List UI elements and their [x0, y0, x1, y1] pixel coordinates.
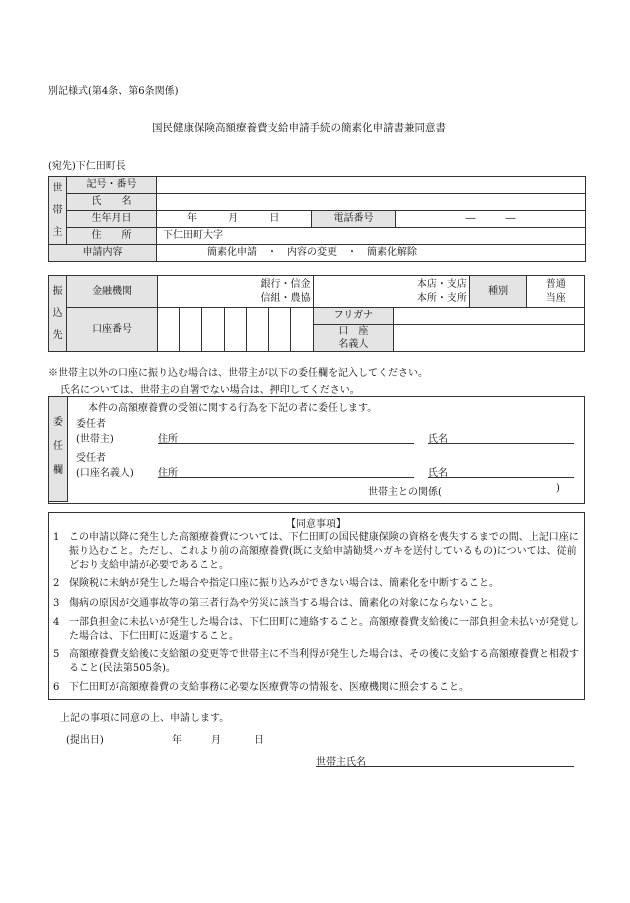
account-type-label: 種別	[469, 276, 527, 308]
account-digit-2[interactable]	[180, 308, 202, 352]
household-side-label: 世 帯 主	[49, 177, 67, 245]
account-digit-6[interactable]	[269, 308, 291, 352]
application-options[interactable]: 簡素化申請 ・ 内容の変更 ・ 簡素化解除	[157, 245, 586, 262]
account-type-options[interactable]: 普通 当座	[527, 276, 585, 308]
relation-field[interactable]	[455, 483, 551, 495]
account-digit-1[interactable]	[157, 308, 179, 352]
signature-label: 世帯主氏名	[316, 757, 366, 768]
furigana-field[interactable]	[394, 308, 585, 325]
birthdate-field[interactable]: 年 月 日	[157, 211, 312, 228]
birthdate-label: 生年月日	[67, 211, 157, 228]
name-field[interactable]	[157, 194, 586, 211]
consent-item-1: 1 この申請以降に発生した高額療養費については、下仁田町の国民健康保険の資格を喪失するまでの間、上記口座に振り込むこと。ただし、これより前の高額療養費(既に支給申請勧奨ハガキを送付しているもの)については、従前どおり支給申請が必要であること。	[53, 532, 579, 571]
note-seal: 氏名については、世帯主の自署でない場合は、押印してください。	[60, 385, 360, 396]
furigana-label: フリガナ	[313, 308, 394, 325]
phone-field[interactable]: ― ―	[396, 211, 586, 228]
delegatee-address-label: 住所	[158, 468, 178, 479]
delegatee-name-label: 氏名	[428, 468, 448, 479]
consent-item-2: 2 保険税に未納が発生した場合や指定口座に振り込みができない場合は、簡素化を中断すること。	[53, 578, 499, 589]
application-label: 申請内容	[49, 245, 157, 262]
account-digit-4[interactable]	[224, 308, 246, 352]
delegation-statement: 本件の高額療養費の受領に関する行為を下記の者に委任します。	[88, 403, 378, 414]
phone-label: 電話番号	[312, 211, 396, 228]
delegator-name-label: 氏名	[428, 434, 448, 445]
account-digit-3[interactable]	[202, 308, 224, 352]
form-number: 別記様式(第4条、第6条関係)	[48, 86, 179, 97]
delegatee-sublabel: (口座名義人)	[76, 468, 134, 479]
account-holder-field[interactable]	[394, 325, 585, 352]
submit-day-unit: 日	[254, 735, 264, 746]
bank-side-label: 振 込 先	[49, 276, 67, 352]
symbol-number-label: 記号・番号	[67, 177, 157, 194]
consent-heading: 【同意事項】	[286, 519, 346, 530]
signature-field[interactable]	[316, 766, 574, 767]
branch-field[interactable]: 本店・支店 本所・支所	[313, 276, 469, 308]
submit-month-unit: 月	[211, 735, 221, 746]
delegation-side-label: 委 任 欄	[48, 396, 68, 502]
address-field[interactable]: 下仁田町大字	[157, 228, 586, 245]
delegatee-label: 受任者	[76, 453, 106, 464]
relation-close: )	[556, 483, 560, 494]
delegator-address-label: 住所	[158, 434, 178, 445]
household-table	[48, 176, 586, 262]
submit-date-label: (提出日)	[66, 735, 104, 746]
consent-item-6: 6 下仁田町が高額療養費の支給事務に必要な医療費等の情報を、医療機関に照会すること。	[53, 682, 469, 693]
document-title: 国民健康保険高額療養費支給申請手続の簡素化申請書兼同意書	[152, 122, 446, 134]
consent-item-4: 4 一部負担金に未払いが発生した場合は、下仁田町に連絡すること。高額療養費支給後に一部負担金未払いが発覚した場合は、下仁田町に返還すること。	[53, 617, 579, 642]
account-holder-label: 口 座 名義人	[313, 325, 394, 352]
submit-year-unit: 年	[172, 735, 182, 746]
institution-label: 金融機関	[67, 276, 158, 308]
consent-item-3: 3 傷病の原因が交通事故等の第三者行為や労災に該当する場合は、簡素化の対象にならないこと。	[53, 598, 499, 609]
institution-field[interactable]: 銀行・信金 信組・農協	[157, 276, 313, 308]
delegator-sublabel: (世帯主)	[76, 434, 114, 445]
name-label: 氏 名	[67, 194, 157, 211]
delegatee-name-field[interactable]	[428, 477, 574, 478]
agree-statement: 上記の事項に同意の上、申請します。	[60, 713, 230, 724]
delegator-name-field[interactable]	[428, 443, 574, 444]
bank-table	[48, 275, 585, 352]
account-digit-7[interactable]	[291, 308, 313, 352]
delegator-label: 委任者	[76, 419, 106, 430]
symbol-number-field[interactable]	[157, 177, 586, 194]
addressee: (宛先)下仁田町長	[48, 161, 126, 172]
delegator-address-field[interactable]	[158, 443, 414, 444]
address-label: 住 所	[67, 228, 157, 245]
consent-item-5: 5 高額療養費支給後に支給額の変更等で世帯主に不当利得が発生した場合は、その後に支給する高額療養費と相殺すること(民法第505条)。	[53, 649, 579, 674]
delegatee-address-field[interactable]	[158, 477, 414, 478]
account-number-label: 口座番号	[67, 308, 158, 352]
note-other-account: ※世帯主以外の口座に振り込む場合は、世帯主が以下の委任欄を記入してください。	[48, 368, 428, 379]
relation-label: 世帯主との関係(	[368, 487, 442, 498]
account-digit-5[interactable]	[246, 308, 268, 352]
